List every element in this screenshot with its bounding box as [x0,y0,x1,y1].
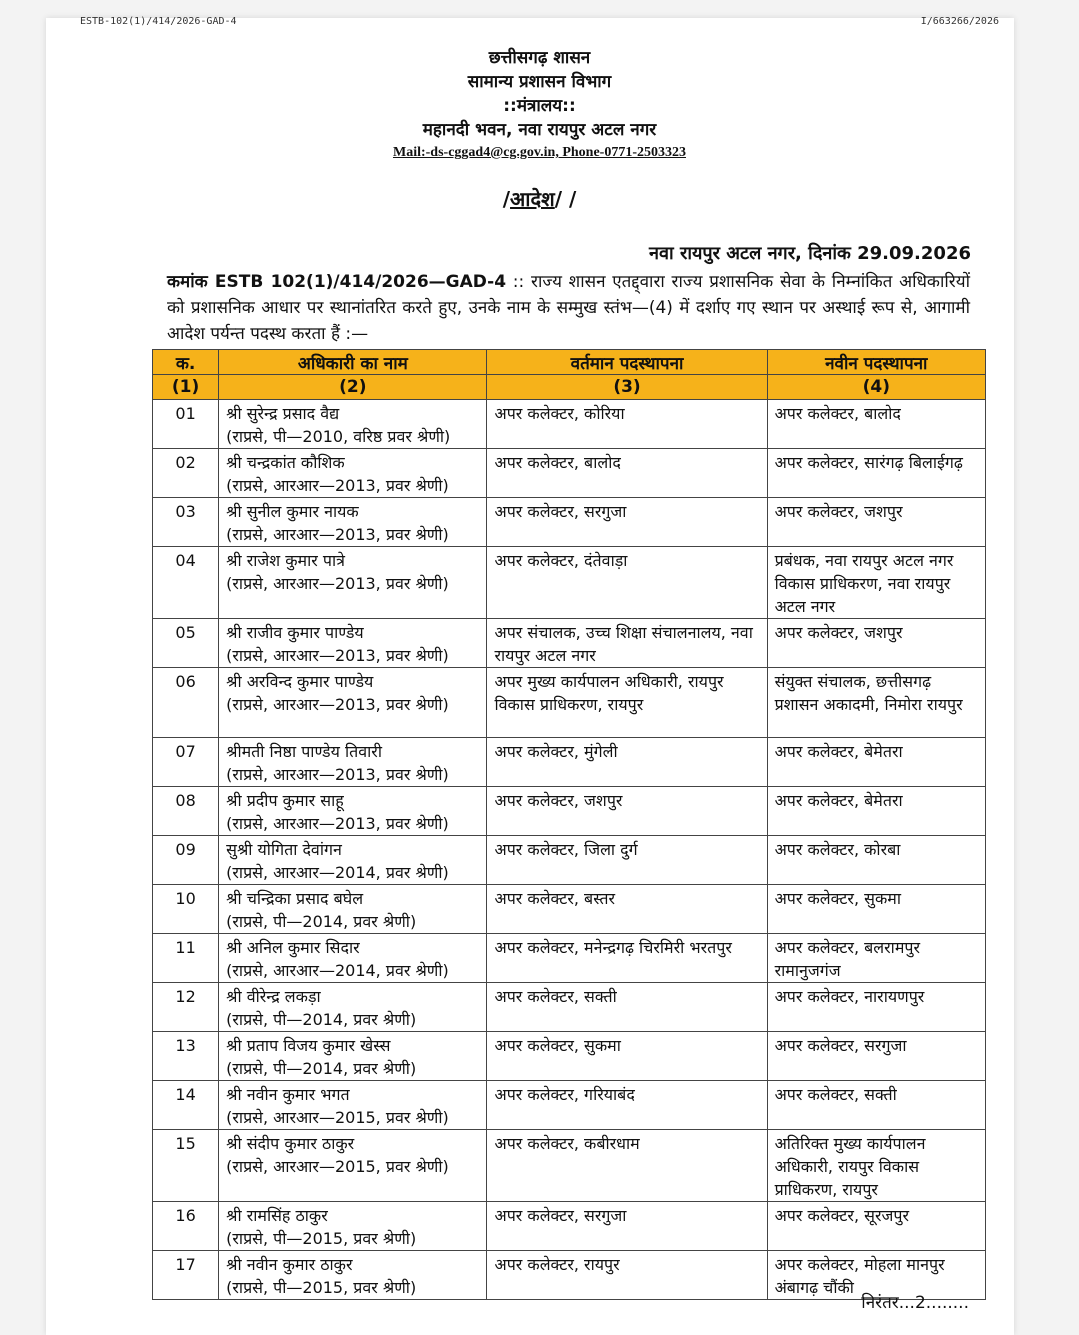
table-row [153,1202,986,1251]
officer-name: श्री रामसिंह ठाकुर [226,1206,328,1225]
table-row [153,836,986,885]
row-serial: 14 [153,1081,219,1130]
letterhead-contact: Mail:-ds-cggad4@cg.gov.in, Phone-0771-2503323 [392,145,686,160]
order-title [0,185,1079,212]
table-row [153,449,986,498]
table-row [153,787,986,836]
row-current-posting: अपर कलेक्टर, सुकमा [487,1032,767,1081]
row-serial: 10 [153,885,219,934]
officer-cadre: (राप्रसे, आरआर—2013, प्रवर श्रेणी) [226,695,449,714]
row-serial: 08 [153,787,219,836]
order-title-slash-right: / / [554,187,577,211]
row-new-posting: अपर कलेक्टर, बेमेतरा [767,787,985,836]
table-row [153,619,986,668]
row-new-posting: प्रबंधक, नवा रायपुर अटल नगर विकास प्राधिकरण, नवा रायपुर अटल नगर [767,547,985,619]
officer-name: श्री राजीव कुमार पाण्डेय [226,623,364,642]
officer-cadre: (राप्रसे, आरआर—2015, प्रवर श्रेणी) [226,1157,449,1176]
officer-name: श्री अनिल कुमार सिदार [226,938,360,957]
continued-note: निरंतर...2........ [861,1293,969,1313]
officer-cadre: (राप्रसे, आरआर—2013, प्रवर श्रेणी) [226,646,449,665]
table-row [153,1130,986,1202]
order-body-text: :: राज्य शासन एतद्द्वारा राज्य प्रशासनिक सेवा के निम्नांकित अधिकारियों को प्रशासनिक आधार पर स्थानांतरित करते हुए, उनके नाम के सम्मुख स्तंभ—(4) में दर्शाए गए स्थान पर अस्थाई रूप से, आगामी आदेश पर्यन्त पदस्थ करता हैं :— [167,272,971,344]
table-row [153,885,986,934]
row-officer [219,668,487,738]
officer-name: श्री अरविन्द कुमार पाण्डेय [226,672,374,691]
row-new-posting: अपर कलेक्टर, सारंगढ़ बिलाईगढ़ [767,449,985,498]
officer-name: सुश्री योगिता देवांगन [226,840,342,859]
row-serial: 13 [153,1032,219,1081]
column-number-2: (2) [219,375,487,400]
letterhead-department: सामान्य प्रशासन विभाग [467,72,612,92]
officer-cadre: (राप्रसे, आरआर—2013, प्रवर श्रेणी) [226,476,449,495]
officer-cadre: (राप्रसे, आरआर—2014, प्रवर श्रेणी) [226,863,449,882]
row-serial: 02 [153,449,219,498]
row-officer [219,1130,487,1202]
officer-name: श्री वीरेन्द्र लकड़ा [226,987,321,1006]
column-number-4: (4) [767,375,985,400]
row-serial: 06 [153,668,219,738]
officer-cadre: (राप्रसे, आरआर—2015, प्रवर श्रेणी) [226,1108,449,1127]
row-current-posting: अपर कलेक्टर, बालोद [487,449,767,498]
officer-name: श्री प्रताप विजय कुमार खेस्स [226,1036,391,1055]
row-new-posting: अपर कलेक्टर, बेमेतरा [767,738,985,787]
row-new-posting: अपर कलेक्टर, सरगुजा [767,1032,985,1081]
officer-name: श्री संदीप कुमार ठाकुर [226,1134,355,1153]
row-current-posting: अपर कलेक्टर, सरगुजा [487,1202,767,1251]
row-new-posting: अपर कलेक्टर, मोहला मानपुर अंबागढ़ चौंकी [767,1251,985,1300]
row-serial: 17 [153,1251,219,1300]
row-serial: 01 [153,400,219,449]
row-officer [219,547,487,619]
officer-name: श्री राजेश कुमार पात्रे [226,551,345,570]
header-reference-right: I/663266/2026 [920,16,999,27]
row-officer [219,1032,487,1081]
row-officer [219,787,487,836]
officer-name: श्रीमती निष्ठा पाण्डेय तिवारी [226,742,382,761]
officer-cadre: (राप्रसे, आरआर—2013, प्रवर श्रेणी) [226,814,449,833]
column-header-officer-name: अधिकारी का नाम [219,350,487,375]
row-serial: 03 [153,498,219,547]
row-current-posting: अपर कलेक्टर, दंतेवाड़ा [487,547,767,619]
row-serial: 12 [153,983,219,1032]
table-row [153,934,986,983]
officer-name: श्री प्रदीप कुमार साहू [226,791,344,810]
row-officer [219,738,487,787]
row-current-posting: अपर कलेक्टर, जशपुर [487,787,767,836]
officer-cadre: (राप्रसे, आरआर—2014, प्रवर श्रेणी) [226,961,449,980]
header-reference-left: ESTB-102(1)/414/2026-GAD-4 [80,16,237,27]
table-row [153,1032,986,1081]
row-officer [219,934,487,983]
row-new-posting: अपर कलेक्टर, सूरजपुर [767,1202,985,1251]
officer-name: श्री नवीन कुमार ठाकुर [226,1255,353,1274]
officer-cadre: (राप्रसे, पी—2015, प्रवर श्रेणी) [226,1229,417,1248]
row-new-posting: अपर कलेक्टर, जशपुर [767,498,985,547]
order-title-slash-left: / [502,187,511,211]
row-current-posting: अपर कलेक्टर, कबीरधाम [487,1130,767,1202]
officer-name: श्री चन्द्रिका प्रसाद बघेल [226,889,364,908]
row-current-posting: अपर कलेक्टर, मनेन्द्रगढ़ चिरमिरी भरतपुर [487,934,767,983]
row-serial: 09 [153,836,219,885]
transfer-table [152,349,986,1300]
table-header-row [153,350,986,375]
letterhead-address: महानदी भवन, नवा रायपुर अटल नगर [422,120,657,140]
row-new-posting: अपर कलेक्टर, बलरामपुर रामानुजगंज [767,934,985,983]
row-serial: 07 [153,738,219,787]
letterhead-government: छत्तीसगढ़ शासन [488,48,591,68]
officer-name: श्री चन्द्रकांत कौशिक [226,453,345,472]
row-current-posting: अपर कलेक्टर, सक्ती [487,983,767,1032]
table-column-number-row [153,375,986,400]
officer-cadre: (राप्रसे, आरआर—2013, प्रवर श्रेणी) [226,525,449,544]
officer-name: श्री सुरेन्द्र प्रसाद वैद्य [226,404,340,423]
row-serial: 05 [153,619,219,668]
row-officer [219,836,487,885]
row-current-posting: अपर कलेक्टर, मुंगेली [487,738,767,787]
letterhead-ministry: ::मंत्रालय:: [503,96,576,116]
row-current-posting: अपर कलेक्टर, बस्तर [487,885,767,934]
row-current-posting: अपर कलेक्टर, रायपुर [487,1251,767,1300]
row-current-posting: अपर मुख्य कार्यपालन अधिकारी, रायपुर विकास प्राधिकरण, रायपुर [487,668,767,738]
row-officer [219,1081,487,1130]
table-row [153,498,986,547]
row-officer [219,449,487,498]
row-officer [219,1251,487,1300]
column-number-1: (1) [153,375,219,400]
officer-cadre: (राप्रसे, आरआर—2013, प्रवर श्रेणी) [226,765,449,784]
table-row [153,668,986,738]
table-body [153,400,986,1300]
officer-name: श्री सुनील कुमार नायक [226,502,359,521]
row-current-posting: अपर संचालक, उच्च शिक्षा संचालनालय, नवा रायपुर अटल नगर [487,619,767,668]
order-dateline: नवा रायपुर अटल नगर, दिनांक 29.09.2026 [649,243,971,264]
order-paragraph [167,269,970,347]
row-officer [219,1202,487,1251]
row-serial: 11 [153,934,219,983]
officer-name: श्री नवीन कुमार भगत [226,1085,350,1104]
row-new-posting: अतिरिक्त मुख्य कार्यपालन अधिकारी, रायपुर विकास प्राधिकरण, रायपुर [767,1130,985,1202]
officer-cadre: (राप्रसे, पी—2014, प्रवर श्रेणी) [226,1010,417,1029]
row-serial: 15 [153,1130,219,1202]
row-officer [219,983,487,1032]
row-current-posting: अपर कलेक्टर, गरियाबंद [487,1081,767,1130]
row-serial: 16 [153,1202,219,1251]
column-header-serial: क. [153,350,219,375]
row-new-posting: अपर कलेक्टर, सुकमा [767,885,985,934]
column-header-new-posting: नवीन पदस्थापना [767,350,985,375]
row-officer [219,498,487,547]
order-title-text: आदेश [510,187,555,211]
officer-cadre: (राप्रसे, पी—2010, वरिष्ठ प्रवर श्रेणी) [226,427,451,446]
row-current-posting: अपर कलेक्टर, कोरिया [487,400,767,449]
row-officer [219,400,487,449]
officer-cadre: (राप्रसे, पी—2015, प्रवर श्रेणी) [226,1278,417,1297]
row-current-posting: अपर कलेक्टर, जिला दुर्ग [487,836,767,885]
letterhead [0,46,1079,164]
row-new-posting: अपर कलेक्टर, बालोद [767,400,985,449]
table-row [153,547,986,619]
row-new-posting: अपर कलेक्टर, जशपुर [767,619,985,668]
row-new-posting: अपर कलेक्टर, नारायणपुर [767,983,985,1032]
row-new-posting: अपर कलेक्टर, कोरबा [767,836,985,885]
row-serial: 04 [153,547,219,619]
officer-cadre: (राप्रसे, पी—2014, प्रवर श्रेणी) [226,1059,417,1078]
order-reference-number: कमांक ESTB 102(1)/414/2026—GAD-4 [167,272,507,292]
row-officer [219,885,487,934]
column-number-3: (3) [487,375,767,400]
officer-cadre: (राप्रसे, पी—2014, प्रवर श्रेणी) [226,912,417,931]
officer-cadre: (राप्रसे, आरआर—2013, प्रवर श्रेणी) [226,574,449,593]
table-row [153,1081,986,1130]
row-new-posting: संयुक्त संचालक, छत्तीसगढ़ प्रशासन अकादमी, निमोरा रायपुर [767,668,985,738]
row-current-posting: अपर कलेक्टर, सरगुजा [487,498,767,547]
row-new-posting: अपर कलेक्टर, सक्ती [767,1081,985,1130]
column-header-current-posting: वर्तमान पदस्थापना [487,350,767,375]
row-officer [219,619,487,668]
table-row [153,738,986,787]
table-row [153,400,986,449]
table-row [153,983,986,1032]
